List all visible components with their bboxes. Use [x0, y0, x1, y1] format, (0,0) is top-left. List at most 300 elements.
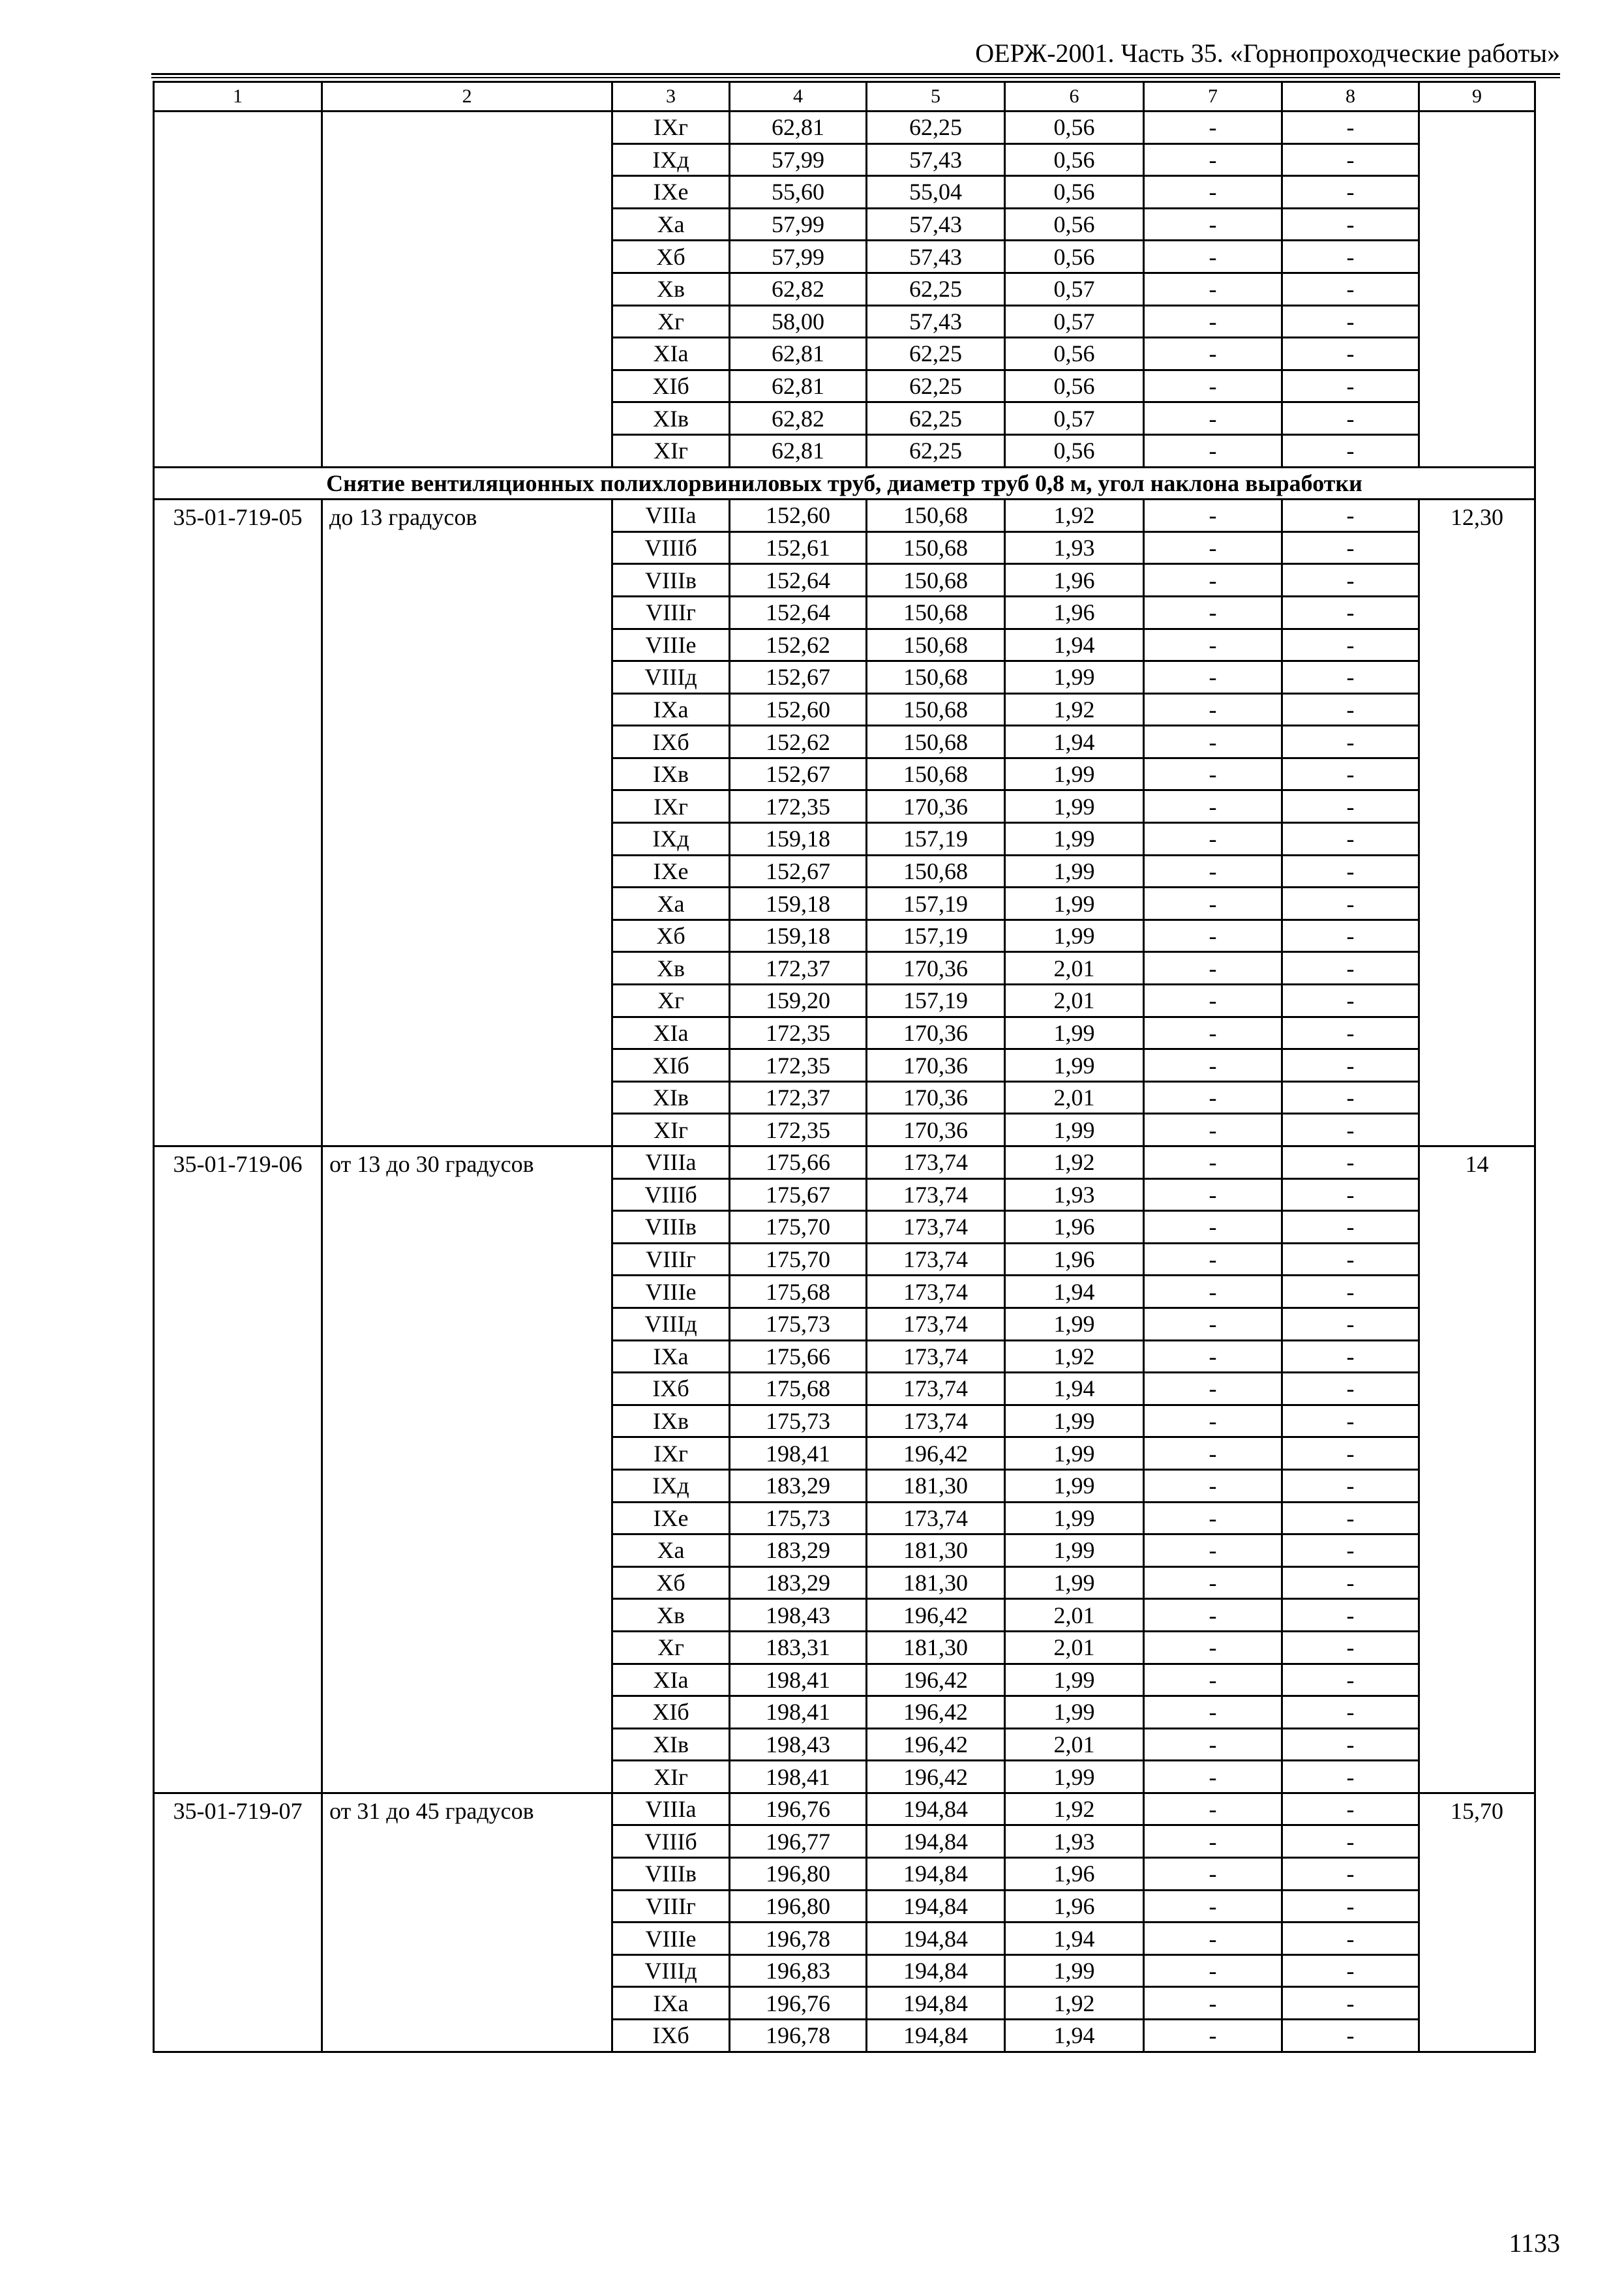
cell-col7: -: [1144, 176, 1282, 209]
cell-col4: 159,18: [730, 920, 867, 952]
cell-col8: -: [1282, 1922, 1419, 1955]
cell-col5: 194,84: [867, 1987, 1005, 2020]
cell-description: [322, 112, 612, 468]
cell-col7: -: [1144, 693, 1282, 726]
cell-col4: 55,60: [730, 176, 867, 209]
cell-col7: -: [1144, 1954, 1282, 1987]
header-rule-thin: [151, 77, 1560, 78]
cell-col8: -: [1282, 1211, 1419, 1244]
cell-col5: 170,36: [867, 1049, 1005, 1082]
cell-col9: 12,30: [1419, 500, 1535, 1146]
cell-col8: -: [1282, 176, 1419, 209]
cell-col7: -: [1144, 1793, 1282, 1825]
cell-col4: 152,60: [730, 693, 867, 726]
cell-col3: IXд: [612, 823, 730, 856]
cell-col6: 0,57: [1005, 273, 1144, 305]
cell-col3: IXд: [612, 1469, 730, 1502]
cell-col6: 1,96: [1005, 1243, 1144, 1276]
cell-col3: IXг: [612, 790, 730, 823]
cell-col4: 62,81: [730, 370, 867, 402]
cell-col6: 0,56: [1005, 112, 1144, 144]
cell-col8: -: [1282, 855, 1419, 888]
cell-col6: 1,99: [1005, 1405, 1144, 1437]
cell-col6: 1,99: [1005, 661, 1144, 694]
cell-col7: -: [1144, 1276, 1282, 1308]
cell-col6: 1,99: [1005, 1954, 1144, 1987]
cell-col8: -: [1282, 1178, 1419, 1211]
cell-col6: 1,99: [1005, 920, 1144, 952]
cell-col6: 1,99: [1005, 888, 1144, 920]
cell-col7: -: [1144, 1308, 1282, 1340]
cell-col7: -: [1144, 1146, 1282, 1179]
cell-col5: 194,84: [867, 1825, 1005, 1858]
cell-col6: 1,99: [1005, 1502, 1144, 1534]
cell-col6: 1,92: [1005, 500, 1144, 532]
cell-col5: 181,30: [867, 1566, 1005, 1599]
cell-col7: -: [1144, 1761, 1282, 1793]
column-number: 3: [612, 82, 730, 112]
cell-col8: -: [1282, 531, 1419, 564]
cell-col7: -: [1144, 726, 1282, 758]
cell-col7: -: [1144, 208, 1282, 241]
cell-col7: -: [1144, 273, 1282, 305]
section-title: Снятие вентиляционных полихлорвиниловых труб, диаметр труб 0,8 м, угол наклона выработки: [154, 467, 1535, 500]
cell-col5: 62,25: [867, 273, 1005, 305]
cell-col5: 62,25: [867, 112, 1005, 144]
cell-col3: IXа: [612, 1987, 730, 2020]
cell-col6: 1,93: [1005, 531, 1144, 564]
cell-col3: Xб: [612, 920, 730, 952]
cell-col4: 175,70: [730, 1243, 867, 1276]
cell-col5: 150,68: [867, 629, 1005, 661]
cell-col3: IXа: [612, 1340, 730, 1373]
cell-col8: -: [1282, 1631, 1419, 1664]
cell-col8: -: [1282, 1954, 1419, 1987]
cell-col8: -: [1282, 920, 1419, 952]
cell-col7: -: [1144, 1566, 1282, 1599]
cell-col3: IXг: [612, 112, 730, 144]
cell-col5: 194,84: [867, 1858, 1005, 1891]
cell-col5: 173,74: [867, 1340, 1005, 1373]
cell-col7: -: [1144, 143, 1282, 176]
cell-col4: 175,73: [730, 1502, 867, 1534]
cell-col5: 181,30: [867, 1469, 1005, 1502]
cell-col5: 173,74: [867, 1373, 1005, 1405]
cell-col3: IXг: [612, 1437, 730, 1470]
cell-col7: -: [1144, 1858, 1282, 1891]
cell-col3: Xв: [612, 952, 730, 985]
cell-col8: -: [1282, 305, 1419, 338]
cell-col5: 173,74: [867, 1502, 1005, 1534]
cell-col3: VIIIв: [612, 1858, 730, 1891]
cell-col3: VIIIа: [612, 1146, 730, 1179]
cell-col4: 62,81: [730, 434, 867, 467]
table-row: [154, 112, 1535, 144]
cell-col5: 150,68: [867, 596, 1005, 629]
cell-col6: 1,93: [1005, 1178, 1144, 1211]
cell-col8: -: [1282, 500, 1419, 532]
cell-col5: 196,42: [867, 1664, 1005, 1696]
cell-col5: 55,04: [867, 176, 1005, 209]
cell-col6: 0,56: [1005, 208, 1144, 241]
cell-col5: 62,25: [867, 370, 1005, 402]
cell-col4: 152,60: [730, 500, 867, 532]
cell-col7: -: [1144, 1437, 1282, 1470]
cell-col6: 2,01: [1005, 985, 1144, 1017]
cell-col5: 57,43: [867, 241, 1005, 273]
cell-col4: 196,80: [730, 1858, 867, 1891]
cell-col7: -: [1144, 1405, 1282, 1437]
cell-col5: 194,84: [867, 1890, 1005, 1922]
cell-col3: Xа: [612, 1534, 730, 1567]
section-row: [154, 467, 1535, 500]
cell-col5: 62,25: [867, 402, 1005, 435]
cell-col6: 1,99: [1005, 1761, 1144, 1793]
cell-col4: 172,35: [730, 790, 867, 823]
cell-col7: -: [1144, 952, 1282, 985]
cell-col8: -: [1282, 1858, 1419, 1891]
cell-col7: -: [1144, 1049, 1282, 1082]
cell-col4: 57,99: [730, 143, 867, 176]
cell-col6: 1,99: [1005, 790, 1144, 823]
table-row: [154, 1146, 1535, 1179]
column-number: 1: [154, 82, 322, 112]
cell-col4: 175,73: [730, 1308, 867, 1340]
cell-col4: 62,81: [730, 112, 867, 144]
cell-col4: 172,35: [730, 1017, 867, 1049]
cell-col5: 173,74: [867, 1276, 1005, 1308]
cell-col5: 150,68: [867, 693, 1005, 726]
cell-col4: 198,41: [730, 1437, 867, 1470]
cell-col8: -: [1282, 629, 1419, 661]
cell-col5: 57,43: [867, 208, 1005, 241]
cell-col3: VIIIе: [612, 1276, 730, 1308]
cell-col6: 1,94: [1005, 726, 1144, 758]
cell-col7: -: [1144, 888, 1282, 920]
cell-col4: 175,68: [730, 1276, 867, 1308]
cell-col8: -: [1282, 823, 1419, 856]
column-number: 6: [1005, 82, 1144, 112]
cell-col5: 173,74: [867, 1405, 1005, 1437]
cell-col4: 198,43: [730, 1728, 867, 1761]
cell-col8: -: [1282, 952, 1419, 985]
cell-col3: IXб: [612, 2020, 730, 2052]
cell-col3: XIг: [612, 1761, 730, 1793]
cell-col7: -: [1144, 1340, 1282, 1373]
cell-col4: 62,82: [730, 402, 867, 435]
cell-col6: 1,99: [1005, 1664, 1144, 1696]
cell-col6: 1,99: [1005, 1114, 1144, 1146]
cell-col7: -: [1144, 1696, 1282, 1729]
cell-col4: 57,99: [730, 241, 867, 273]
cell-col5: 181,30: [867, 1631, 1005, 1664]
cell-col4: 159,20: [730, 985, 867, 1017]
cell-col8: -: [1282, 241, 1419, 273]
cell-col5: 150,68: [867, 564, 1005, 597]
cell-col6: 0,56: [1005, 241, 1144, 273]
cell-col4: 152,67: [730, 758, 867, 790]
cell-col8: -: [1282, 596, 1419, 629]
cell-col8: -: [1282, 1987, 1419, 2020]
cell-col7: -: [1144, 1373, 1282, 1405]
cell-col4: 198,43: [730, 1599, 867, 1632]
cell-col7: -: [1144, 1534, 1282, 1567]
cell-col7: -: [1144, 1243, 1282, 1276]
cell-col6: 1,96: [1005, 1211, 1144, 1244]
cell-col5: 157,19: [867, 823, 1005, 856]
cell-col5: 62,25: [867, 434, 1005, 467]
cell-col4: 159,18: [730, 823, 867, 856]
cell-col7: -: [1144, 1825, 1282, 1858]
cell-col8: -: [1282, 434, 1419, 467]
cell-col5: 150,68: [867, 500, 1005, 532]
cell-col6: 1,99: [1005, 855, 1144, 888]
cell-col4: 62,82: [730, 273, 867, 305]
cell-col5: 170,36: [867, 1114, 1005, 1146]
cell-col6: 1,94: [1005, 1373, 1144, 1405]
cell-col7: -: [1144, 1211, 1282, 1244]
cell-col4: 175,66: [730, 1146, 867, 1179]
cell-col8: -: [1282, 790, 1419, 823]
cell-col3: IXд: [612, 143, 730, 176]
cell-col3: XIв: [612, 1081, 730, 1114]
cell-col7: -: [1144, 1599, 1282, 1632]
cell-col3: IXб: [612, 1373, 730, 1405]
cell-col7: -: [1144, 1631, 1282, 1664]
cell-col5: 150,68: [867, 855, 1005, 888]
cell-col5: 57,43: [867, 305, 1005, 338]
cell-col7: -: [1144, 661, 1282, 694]
cell-col3: XIа: [612, 1017, 730, 1049]
norms-table: [153, 81, 1536, 2053]
cell-col3: VIIIд: [612, 661, 730, 694]
cell-col4: 175,70: [730, 1211, 867, 1244]
cell-col8: -: [1282, 112, 1419, 144]
cell-col3: VIIIг: [612, 1890, 730, 1922]
cell-col4: 196,78: [730, 1922, 867, 1955]
cell-col5: 150,68: [867, 531, 1005, 564]
cell-col3: XIв: [612, 1728, 730, 1761]
cell-col3: IXе: [612, 855, 730, 888]
cell-col3: VIIIе: [612, 629, 730, 661]
cell-col6: 1,96: [1005, 596, 1144, 629]
cell-col6: 1,99: [1005, 823, 1144, 856]
cell-col7: -: [1144, 1114, 1282, 1146]
cell-col6: 2,01: [1005, 1728, 1144, 1761]
cell-col5: 157,19: [867, 888, 1005, 920]
cell-col8: -: [1282, 208, 1419, 241]
cell-col6: 0,56: [1005, 370, 1144, 402]
cell-col3: IXв: [612, 1405, 730, 1437]
cell-col6: 0,56: [1005, 434, 1144, 467]
cell-col9: [1419, 112, 1535, 468]
cell-col7: -: [1144, 531, 1282, 564]
cell-col7: -: [1144, 790, 1282, 823]
cell-col8: -: [1282, 1664, 1419, 1696]
cell-col4: 172,37: [730, 952, 867, 985]
cell-col7: -: [1144, 1178, 1282, 1211]
cell-col4: 152,61: [730, 531, 867, 564]
cell-col4: 198,41: [730, 1696, 867, 1729]
cell-col8: -: [1282, 402, 1419, 435]
cell-col7: -: [1144, 112, 1282, 144]
cell-col6: 1,93: [1005, 1825, 1144, 1858]
cell-col4: 172,37: [730, 1081, 867, 1114]
cell-col8: -: [1282, 1373, 1419, 1405]
cell-col3: Xг: [612, 985, 730, 1017]
cell-col6: 1,94: [1005, 1922, 1144, 1955]
cell-col5: 196,42: [867, 1599, 1005, 1632]
cell-col6: 2,01: [1005, 1599, 1144, 1632]
cell-col3: XIб: [612, 1696, 730, 1729]
cell-col4: 172,35: [730, 1049, 867, 1082]
cell-col7: -: [1144, 500, 1282, 532]
cell-col3: XIб: [612, 1049, 730, 1082]
cell-col6: 1,94: [1005, 2020, 1144, 2052]
cell-col5: 150,68: [867, 726, 1005, 758]
cell-col4: 198,41: [730, 1664, 867, 1696]
cell-col7: -: [1144, 305, 1282, 338]
cell-col4: 196,76: [730, 1987, 867, 2020]
cell-col3: VIIIд: [612, 1954, 730, 1987]
cell-col8: -: [1282, 370, 1419, 402]
cell-col4: 196,77: [730, 1825, 867, 1858]
cell-col3: IXе: [612, 176, 730, 209]
cell-col6: 2,01: [1005, 1081, 1144, 1114]
cell-col3: VIIIб: [612, 1178, 730, 1211]
cell-col4: 175,68: [730, 1373, 867, 1405]
cell-col8: -: [1282, 888, 1419, 920]
cell-col8: -: [1282, 1761, 1419, 1793]
cell-col3: Xа: [612, 208, 730, 241]
cell-col4: 175,73: [730, 1405, 867, 1437]
cell-col9: 14: [1419, 1146, 1535, 1793]
cell-col3: IXб: [612, 726, 730, 758]
cell-col6: 1,96: [1005, 1890, 1144, 1922]
cell-col6: 1,99: [1005, 1566, 1144, 1599]
cell-col6: 1,92: [1005, 1146, 1144, 1179]
cell-col8: -: [1282, 2020, 1419, 2052]
cell-col5: 196,42: [867, 1728, 1005, 1761]
cell-col5: 170,36: [867, 790, 1005, 823]
cell-col6: 1,99: [1005, 1534, 1144, 1567]
cell-col3: VIIIе: [612, 1922, 730, 1955]
cell-col5: 181,30: [867, 1534, 1005, 1567]
cell-col6: 1,99: [1005, 1469, 1144, 1502]
cell-col6: 1,99: [1005, 1017, 1144, 1049]
cell-col3: Xб: [612, 241, 730, 273]
column-number: 4: [730, 82, 867, 112]
cell-col4: 152,62: [730, 629, 867, 661]
cell-col5: 150,68: [867, 661, 1005, 694]
cell-col6: 1,99: [1005, 1696, 1144, 1729]
cell-col3: XIа: [612, 1664, 730, 1696]
cell-code: [154, 112, 322, 468]
cell-col3: Xг: [612, 305, 730, 338]
cell-col8: -: [1282, 1469, 1419, 1502]
cell-col8: -: [1282, 1146, 1419, 1179]
cell-col6: 2,01: [1005, 1631, 1144, 1664]
cell-col7: -: [1144, 370, 1282, 402]
cell-col4: 152,67: [730, 855, 867, 888]
cell-col7: -: [1144, 1987, 1282, 2020]
cell-col8: -: [1282, 273, 1419, 305]
cell-col8: -: [1282, 1696, 1419, 1729]
cell-col3: VIIIг: [612, 596, 730, 629]
cell-col7: -: [1144, 920, 1282, 952]
cell-code: 35-01-719-05: [154, 500, 322, 1146]
cell-col3: IXв: [612, 758, 730, 790]
cell-col7: -: [1144, 596, 1282, 629]
cell-col5: 170,36: [867, 952, 1005, 985]
cell-col5: 194,84: [867, 1922, 1005, 1955]
cell-col8: -: [1282, 661, 1419, 694]
cell-col7: -: [1144, 1922, 1282, 1955]
cell-col3: XIв: [612, 402, 730, 435]
cell-col4: 172,35: [730, 1114, 867, 1146]
cell-col4: 198,41: [730, 1761, 867, 1793]
cell-col8: -: [1282, 693, 1419, 726]
cell-col4: 62,81: [730, 338, 867, 370]
cell-col4: 183,29: [730, 1566, 867, 1599]
cell-col7: -: [1144, 1664, 1282, 1696]
cell-col5: 57,43: [867, 143, 1005, 176]
table-row: [154, 1793, 1535, 1825]
cell-col3: XIг: [612, 1114, 730, 1146]
cell-col6: 0,56: [1005, 176, 1144, 209]
cell-col4: 58,00: [730, 305, 867, 338]
cell-col5: 170,36: [867, 1017, 1005, 1049]
cell-col6: 1,99: [1005, 1308, 1144, 1340]
cell-col5: 62,25: [867, 338, 1005, 370]
cell-col3: VIIIв: [612, 1211, 730, 1244]
cell-col4: 152,67: [730, 661, 867, 694]
cell-col8: -: [1282, 726, 1419, 758]
cell-col4: 183,29: [730, 1469, 867, 1502]
header-rule: [151, 73, 1560, 75]
cell-col5: 194,84: [867, 1793, 1005, 1825]
cell-col7: -: [1144, 1017, 1282, 1049]
cell-col4: 152,62: [730, 726, 867, 758]
cell-col3: VIIIг: [612, 1243, 730, 1276]
cell-col6: 1,96: [1005, 1858, 1144, 1891]
cell-col7: -: [1144, 1728, 1282, 1761]
cell-col5: 173,74: [867, 1211, 1005, 1244]
cell-col3: XIа: [612, 338, 730, 370]
cell-col5: 173,74: [867, 1178, 1005, 1211]
cell-col7: -: [1144, 434, 1282, 467]
cell-col6: 1,92: [1005, 1793, 1144, 1825]
column-number: 5: [867, 82, 1005, 112]
cell-col7: -: [1144, 338, 1282, 370]
cell-col3: VIIIб: [612, 1825, 730, 1858]
cell-col7: -: [1144, 758, 1282, 790]
cell-col5: 157,19: [867, 920, 1005, 952]
cell-col3: Xв: [612, 273, 730, 305]
cell-code: 35-01-719-06: [154, 1146, 322, 1793]
cell-col6: 1,94: [1005, 1276, 1144, 1308]
cell-col7: -: [1144, 402, 1282, 435]
cell-col8: -: [1282, 1114, 1419, 1146]
cell-col5: 194,84: [867, 1954, 1005, 1987]
cell-col5: 194,84: [867, 2020, 1005, 2052]
cell-col8: -: [1282, 1049, 1419, 1082]
cell-col3: Xб: [612, 1566, 730, 1599]
cell-col8: -: [1282, 1599, 1419, 1632]
cell-col8: -: [1282, 1243, 1419, 1276]
page-header: ОЕРЖ-2001. Часть 35. «Горнопроходческие работы»: [975, 38, 1560, 68]
cell-col5: 173,74: [867, 1243, 1005, 1276]
